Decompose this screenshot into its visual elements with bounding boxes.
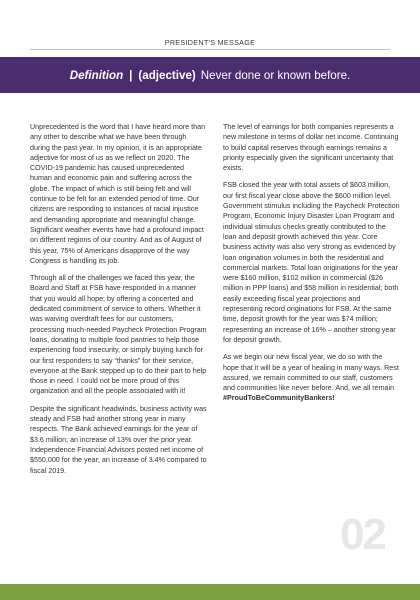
definition-word: Definition [69, 68, 124, 82]
right-column [223, 122, 400, 411]
section-label: PRESIDENT'S MESSAGE [164, 38, 256, 47]
definition-separator: | [129, 68, 133, 82]
definition-banner [0, 57, 420, 93]
paragraph: Unprecedented is the word that I have heard more than any other to describe what we have been through during the past year. In my opinion, it is an appropriate adjective for most of us as we reflect on 2020. The COVID-19 pandemic has caused unprecedented human and economic pain and suffering across the globe. The impact of which is still being felt and will continue to be felt for an extended period of time. Our citizens are responding to instances of racial injustice and demanding appropriate and meaningful change. Significant weather events have had a profound impact on different regions of our country. And as of August of this year, 75% of Americans disapprove of the way Congress is handling its job. [30, 123, 206, 265]
paragraph: FSB closed the year with total assets of $603 million, our first fiscal year close above the $600 million level. Government stimulus including the Paycheck Protection Program, Economic Injury Disaster Loan Program and individual stimulus checks greatly contributed to the loan and deposit growth achieved this year. Core business activity was also very strong as evidenced by loan origination volumes in both the residential and commercial markets. Total loan originations for the year were $160 million, $102 million in commercial ($26 million in PPP loans) and $58 million in residential; both easily exceeding fiscal year projections and representing record originations for FSB. At the same time, deposit growth for the year was $74 million; representing an increase of 16% – another strong year for deposit growth. [223, 181, 400, 344]
header-divider [30, 49, 390, 50]
left-column [30, 122, 207, 483]
closing-paragraph [223, 352, 400, 403]
paragraph: Through all of the challenges we faced this year, the Board and Staff at FSB have responded in a manner that you would all hope; by offering a concerted and dedicated commitment of service to others. Whether it was waiving overdraft fees for our customers, processing much-needed Paycheck Protection Program loans, donating to multiple food pantries to help those experiencing food insecurity, or simply buying lunch for our first responders to say “thanks” for their service, everyone at the Bank stepped up to do their part to help those in need. I could not be more proud of this organization and all the people associated with it! [30, 274, 207, 396]
page-number: 02 [340, 510, 385, 559]
definition-text: Never done or known before. [200, 68, 351, 82]
footer-bar [0, 584, 420, 600]
closing-text: As we begin our new fiscal year, we do so with the hope that it will be a year of healing in many ways. Rest assured, we remain committed to our staff, customers and communities like never before. And, we all remain [223, 353, 399, 393]
part-of-speech: (adjective) [138, 68, 196, 82]
paragraph: The level of earnings for both companies represents a new milestone in terms of dollar net income. Continuing to build capital reserves through earnings remains a priority especially given the significant uncertainty that exists. [223, 123, 399, 173]
hashtag: #ProudToBeCommunityBankers! [223, 394, 335, 403]
paragraph: Despite the significant headwinds, business activity was steady and FSB had another strong year in many respects. The Bank achieved earnings for the year of $3.6 million; an increase of 13% over the prior year. Independence Financial Advisors posted net income of $550,000 for the year; an increase of 3.4% compared to fiscal 2019. [30, 404, 207, 475]
